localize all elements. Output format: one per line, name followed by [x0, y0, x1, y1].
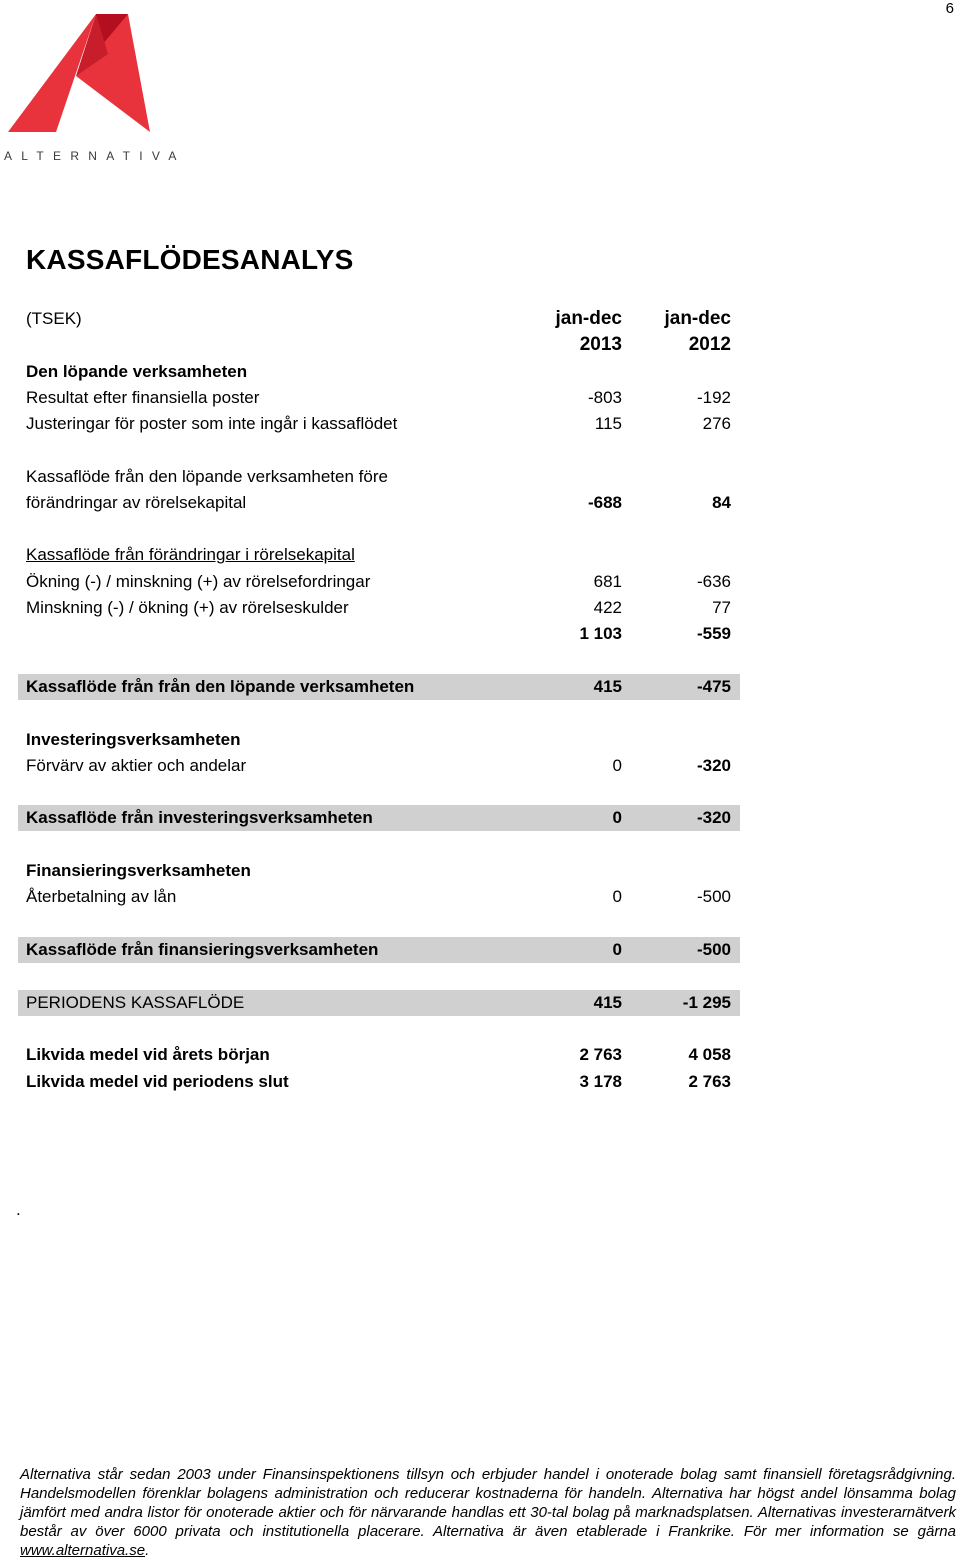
col1-header-period: jan-dec [555, 308, 622, 329]
cash-start-row: Likvida medel vid årets början 2 763 4 058 [26, 1045, 731, 1064]
total-row-operating: Kassaflöde från från den löpande verksamheten 415 -475 [18, 674, 740, 700]
table-row: Ökning (-) / minskning (+) av rörelsefordringar 681 -636 [26, 572, 731, 591]
table-row: Justeringar för poster som inte ingår i kassaflödet 115 276 [26, 414, 731, 433]
logo-a-mark-icon [0, 14, 162, 139]
cash-end-row: Likvida medel vid periodens slut 3 178 2 763 [26, 1072, 731, 1091]
section-heading-operating: Den löpande verksamheten [26, 362, 248, 381]
table-row: Minskning (-) / ökning (+) av rörelseskulder 422 77 [26, 598, 731, 617]
subsection-heading-working-capital: Kassaflöde från förändringar i rörelsekapital [26, 545, 355, 564]
page-number: 6 [945, 0, 954, 17]
period-cashflow-row: PERIODENS KASSAFLÖDE 415 -1 295 [18, 990, 740, 1016]
total-row-financing: Kassaflöde från finansieringsverksamheten 0 -500 [18, 937, 740, 963]
section-heading-investing: Investeringsverksamheten [26, 730, 241, 749]
footer-website-link[interactable]: www.alternativa.se [20, 1542, 146, 1559]
page-title: KASSAFLÖDESANALYS [26, 244, 354, 275]
footer-body: Alternativa står sedan 2003 under Finansinspektionens tillsyn och erbjuder handel i onoterade bolag samt finansiell företagsrådgivning. Handelsmodellen förenklar bolagens administration och reducerar kostnaderna för handeln. Alternativa har högst andel lönsamma bolag jämfört med andra listor för onoterade aktier och för närvarande handlas ett 30-tal bolag på marknadsplatsen. Alternativas investerarnätverk består av över 6000 privata och institutionella placerare. Alternativa är även etablerade i Frankrike. För mer information se gärna [20, 1466, 956, 1540]
col2-header-year: 2012 [688, 334, 731, 355]
total-row-investing: Kassaflöde från investeringsverksamheten 0 -320 [18, 805, 740, 831]
stray-dot: . [16, 1200, 21, 1219]
table-row: Kassaflöde från den löpande verksamheten före [26, 467, 388, 486]
table-row: Förvärv av aktier och andelar 0 -320 [26, 756, 731, 775]
unit-label: (TSEK) [26, 309, 82, 328]
logo-wordmark: ALTERNATIVA [4, 149, 186, 163]
table-row: Resultat efter finansiella poster -803 -192 [26, 388, 731, 407]
col2-header-period: jan-dec [664, 308, 731, 329]
footer-end: . [145, 1542, 150, 1559]
alternativa-logo [0, 14, 186, 164]
column-header-row-1 [18, 306, 740, 332]
table-row: förändringar av rörelsekapital -688 84 [26, 493, 731, 512]
col1-header-year: 2013 [579, 334, 622, 355]
subtotal-row: 1 103 -559 [579, 624, 731, 643]
footer-text [20, 1465, 956, 1560]
table-row: Återbetalning av lån 0 -500 [26, 887, 731, 906]
column-header-row-2 [18, 332, 740, 358]
section-heading-financing: Finansieringsverksamheten [26, 861, 251, 880]
